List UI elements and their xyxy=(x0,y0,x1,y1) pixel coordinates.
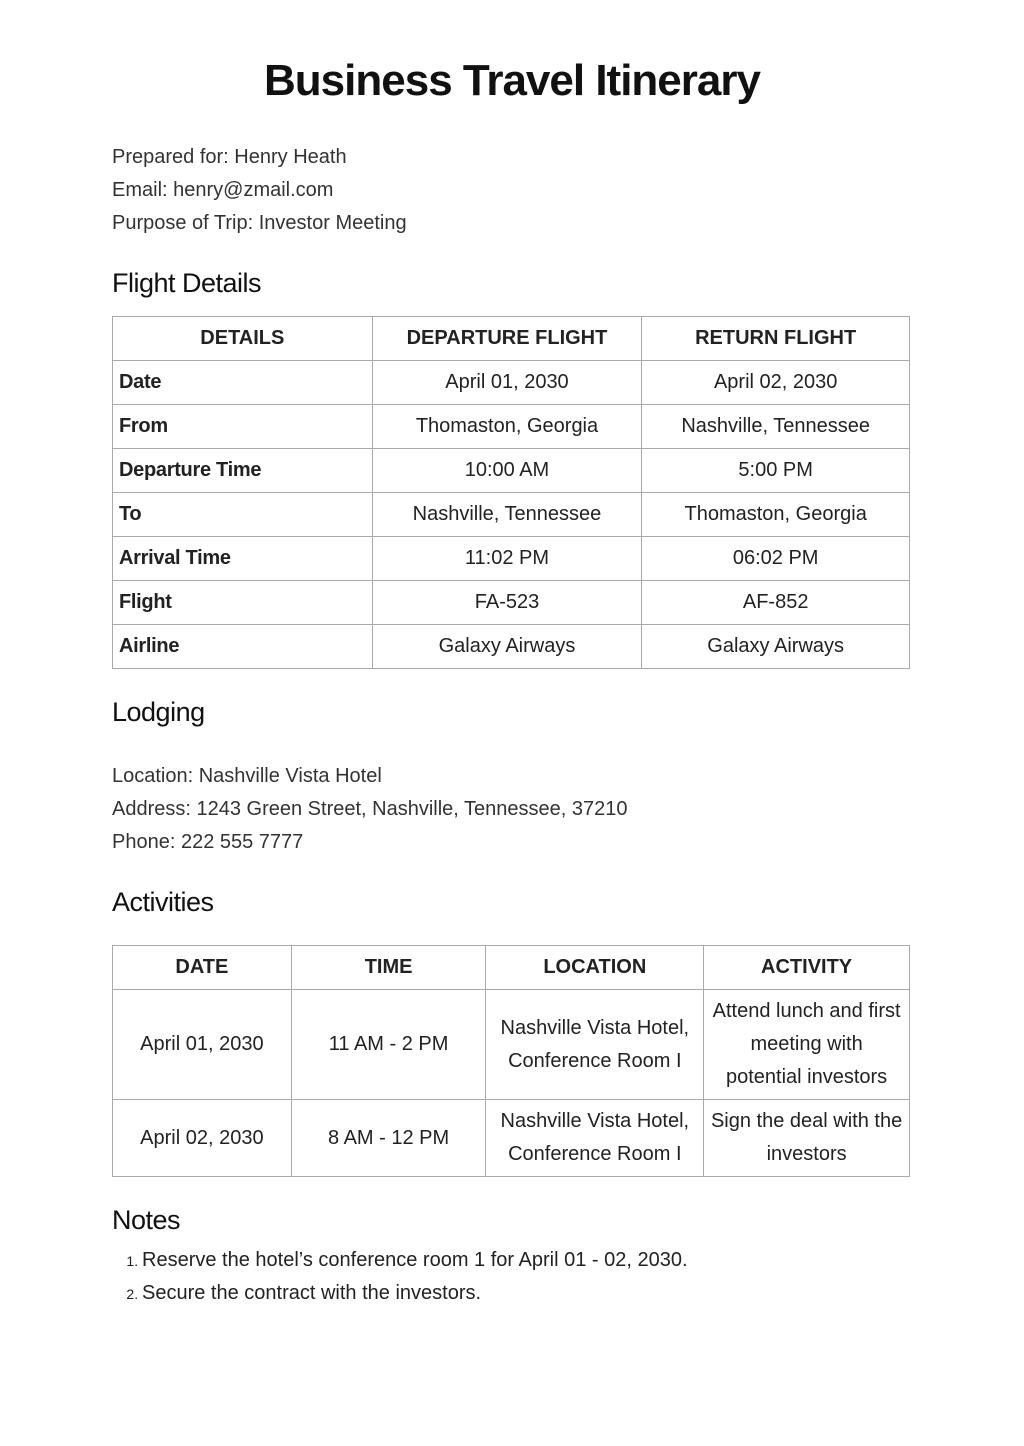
cell: April 02, 2030 xyxy=(113,1100,292,1177)
column-header: DEPARTURE FLIGHT xyxy=(372,317,642,361)
cell: 10:00 AM xyxy=(372,449,642,493)
table-row xyxy=(113,625,910,669)
table-row xyxy=(113,405,910,449)
cell: Nashville, Tennessee xyxy=(642,405,910,449)
cell: Attend lunch and first meeting with potential investors xyxy=(704,990,910,1100)
column-header: LOCATION xyxy=(486,946,704,990)
column-header: DATE xyxy=(113,946,292,990)
lodging-location: Location: Nashville Vista Hotel xyxy=(112,765,382,787)
table-row xyxy=(113,990,910,1100)
table-row xyxy=(113,581,910,625)
cell: 8 AM - 12 PM xyxy=(291,1100,486,1177)
cell: Nashville Vista Hotel, Conference Room I xyxy=(486,1100,704,1177)
table-row xyxy=(113,537,910,581)
cell: Sign the deal with the investors xyxy=(704,1100,910,1177)
row-label: Airline xyxy=(113,625,373,669)
row-label: Date xyxy=(113,361,373,405)
table-header-row xyxy=(113,946,910,990)
prepared-for: Prepared for: Henry Heath xyxy=(112,146,347,168)
row-label: From xyxy=(113,405,373,449)
flight-details-table xyxy=(112,316,910,669)
document-title: Business Travel Itinerary xyxy=(264,56,760,105)
cell: Thomaston, Georgia xyxy=(642,493,910,537)
column-header: RETURN FLIGHT xyxy=(642,317,910,361)
row-label: Arrival Time xyxy=(113,537,373,581)
notes-list xyxy=(112,1244,688,1310)
activities-table xyxy=(112,945,910,1177)
cell: Thomaston, Georgia xyxy=(372,405,642,449)
table-row xyxy=(113,449,910,493)
cell: April 01, 2030 xyxy=(372,361,642,405)
table-header-row xyxy=(113,317,910,361)
cell: FA-523 xyxy=(372,581,642,625)
column-header: TIME xyxy=(291,946,486,990)
table-row xyxy=(113,361,910,405)
cell: 5:00 PM xyxy=(642,449,910,493)
row-label: Departure Time xyxy=(113,449,373,493)
table-row xyxy=(113,493,910,537)
cell: 11:02 PM xyxy=(372,537,642,581)
table-row xyxy=(113,1100,910,1177)
lodging-heading: Lodging xyxy=(112,697,205,727)
cell: April 01, 2030 xyxy=(113,990,292,1100)
cell: Nashville Vista Hotel, Conference Room I xyxy=(486,990,704,1100)
email: Email: henry@zmail.com xyxy=(112,179,334,201)
note-item: 2. Secure the contract with the investors. xyxy=(142,1277,688,1310)
cell: Galaxy Airways xyxy=(372,625,642,669)
cell: Nashville, Tennessee xyxy=(372,493,642,537)
trip-purpose: Purpose of Trip: Investor Meeting xyxy=(112,212,407,234)
flight-details-heading: Flight Details xyxy=(112,268,262,298)
row-label: Flight xyxy=(113,581,373,625)
row-label: To xyxy=(113,493,373,537)
note-item: 1. Reserve the hotel’s conference room 1 for April 01 - 02, 2030. xyxy=(142,1244,688,1277)
lodging-address: Address: 1243 Green Street, Nashville, Tennessee, 37210 xyxy=(112,798,628,820)
lodging-phone: Phone: 222 555 7777 xyxy=(112,831,304,853)
cell: 06:02 PM xyxy=(642,537,910,581)
cell: 11 AM - 2 PM xyxy=(291,990,486,1100)
cell: April 02, 2030 xyxy=(642,361,910,405)
cell: Galaxy Airways xyxy=(642,625,910,669)
cell: AF-852 xyxy=(642,581,910,625)
column-header: ACTIVITY xyxy=(704,946,910,990)
column-header: DETAILS xyxy=(113,317,373,361)
notes-heading: Notes xyxy=(112,1205,181,1235)
activities-heading: Activities xyxy=(112,887,214,917)
